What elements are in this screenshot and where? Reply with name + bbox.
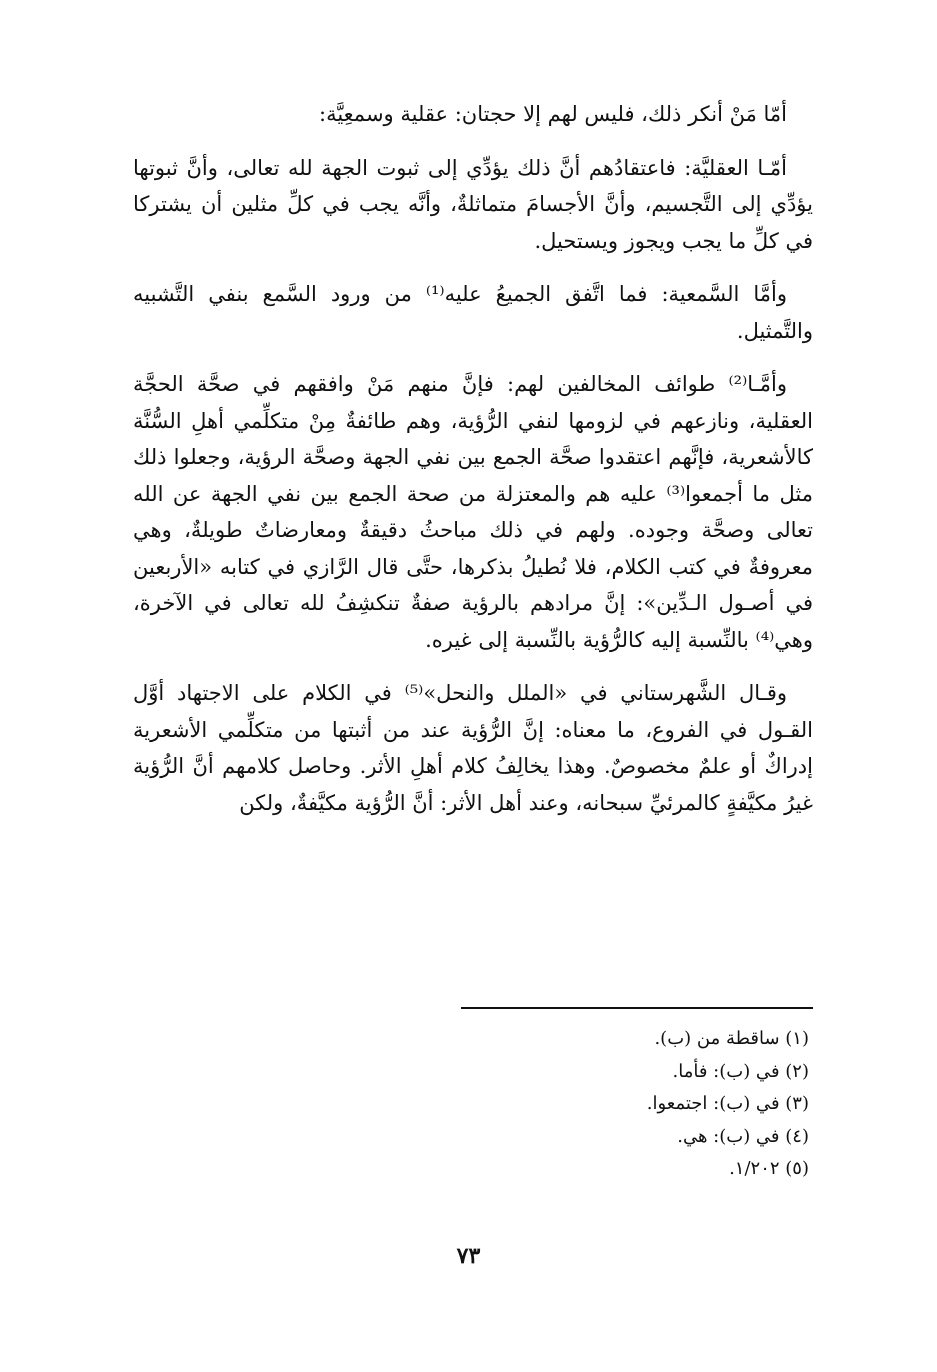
main-text xyxy=(133,96,813,838)
footnote-divider xyxy=(461,1007,813,1009)
footnotes-list xyxy=(349,1023,809,1186)
footnote-2: (٢) في (ب): فأما. xyxy=(672,1060,809,1082)
paragraph-4: وأمَّـا⁽²⁾ طوائف المخالفين لهم: فإنَّ منهم مَنْ وافقهم في صحَّة الحجَّة العقلية، ونازعهم في لزومها لنفي الرُّؤية، وهم طائفةٌ مِنْ متكلِّمي أهلِ السُّنَّة كالأشعرية، فإنَّهم اعتقدوا صحَّة الجمع بين نفي الجهة وصحَّة الرؤية، وجعلوا ذلك مثل ما أجمعوا⁽³⁾ عليه هم والمعتزلة من صحة الجمع بين نفي الجهة عن الله تعالى وصحَّة وجوده. ولهم في ذلك مباحثُ دقيقةٌ ومعارضاتٌ طويلةٌ، وهي معروفةٌ في كتب الكلام، فلا نُطيلُ بذكرها، حتَّى قال الرَّازي في كتابه «الأربعين في أصـول الـدِّين»: إنَّ مرادهم بالرؤية صفةٌ تنكشِفُ لله تعالى في الآخرة، وهي⁽⁴⁾ بالنِّسبة إليه كالرُّؤية بالنِّسبة إلى غيره. xyxy=(133,372,813,652)
footnote-4: (٤) في (ب): هي. xyxy=(677,1125,809,1147)
footnote-3: (٣) في (ب): اجتمعوا. xyxy=(646,1093,809,1114)
page-number: ٧٣ xyxy=(456,1243,481,1269)
footnote-5: (٥) ١/٢٠٢. xyxy=(729,1158,809,1179)
paragraph-3: وأمَّا السَّمعية: فما اتَّفق الجميعُ عليه⁽¹⁾ من ورود السَّمع بنفي التَّشبيه والتَّمثيل. xyxy=(133,282,813,343)
footnote-1: (١) ساقطة من (ب). xyxy=(654,1028,809,1049)
paragraph-2: أمّـا العقليَّة: فاعتقادُهم أنَّ ذلك يؤدِّي إلى ثبوت الجهة لله تعالى، وأنَّ ثبوتها يؤدِّي إلى التَّجسيم، وأنَّ الأجسامَ متماثلةٌ، وأنَّه يجب في كلِّ مثلين أن يشتركا في كلِّ ما يجب ويجوز ويستحيل. xyxy=(133,155,813,253)
paragraph-1: أمّا مَنْ أنكر ذلك، فليس لهم إلا حجتان: عقلية وسمعِيَّة: xyxy=(319,102,787,126)
paragraph-5: وقـال الشَّهرستاني في «الملل والنحل»⁽⁵⁾ في الكلام على الاجتهاد أوَّل القـول في الفروع، ما معناه: إنَّ الرُّؤية عند من أثبتها من متكلِّمي الأشعرية إدراكٌ أو علمٌ مخصوصٌ. وهذا يخالِفُ كلام أهلِ الأثر. وحاصل كلامهم أنَّ الرُّؤية غيرُ مكيَّفةٍ كالمرئيِّ سبحانه، وعند أهل الأثر: أنَّ الرُّؤية مكيَّفةٌ، ولكن xyxy=(133,681,813,815)
